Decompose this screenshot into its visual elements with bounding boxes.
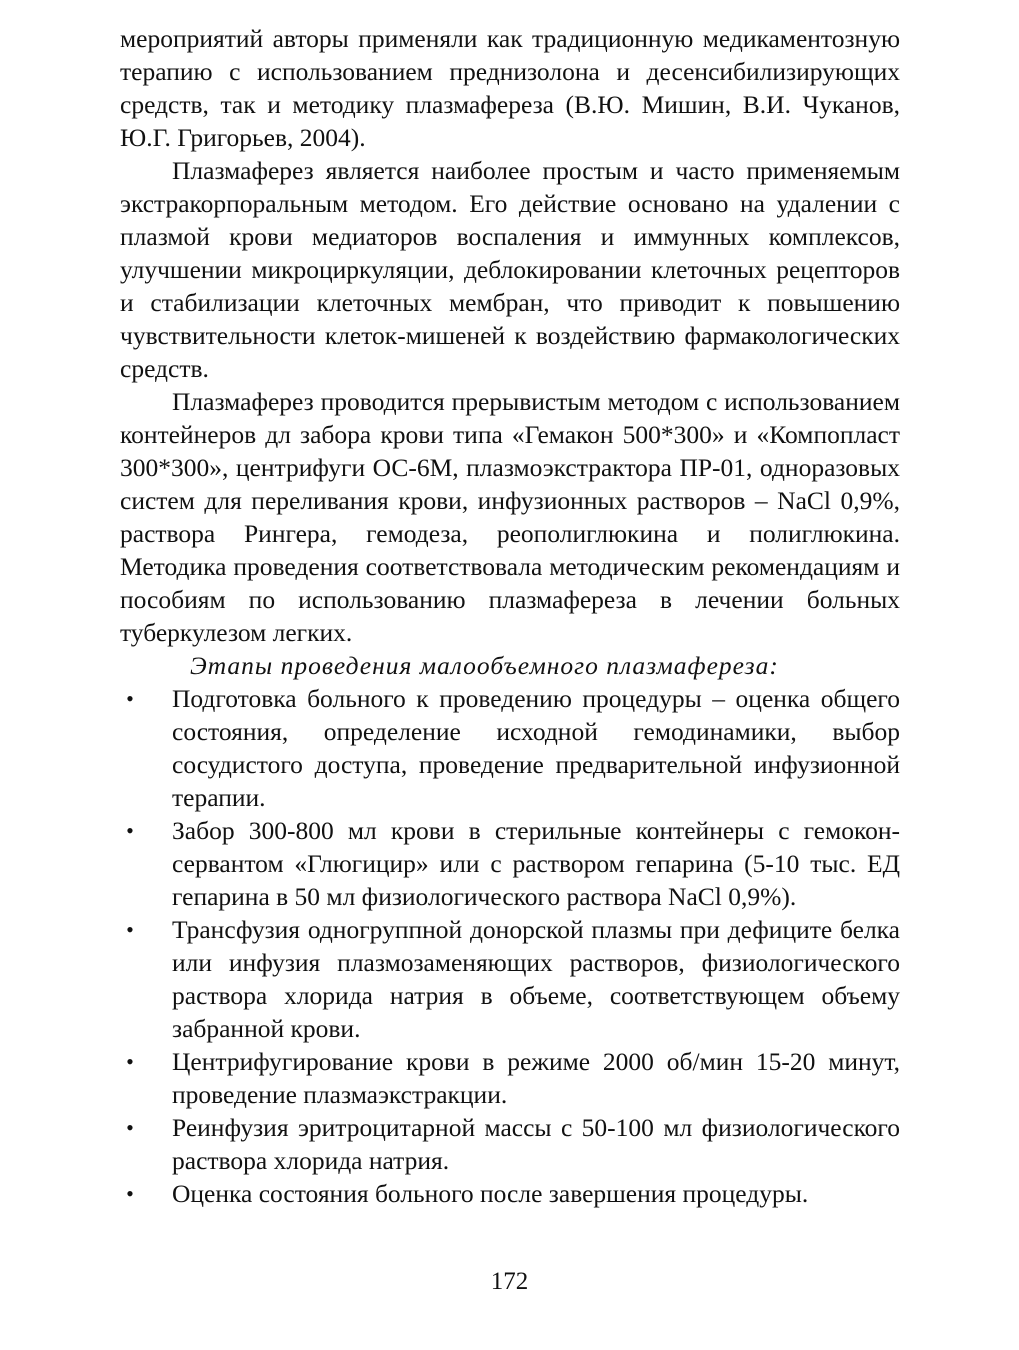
stage-text: Подготовка больного к проведению процедуры – оценка общего состояния, определение исходной гемодинамики, выбор сосудистого доступа, проведение предварительной инфузионной терапии. (172, 684, 900, 812)
paragraph-plasmapheresis-definition: Плазмаферез является наиболее простым и часто применяемым экстракорпоральным методом. Его действие основано на удалении с плазмой крови медиаторов воспаления и иммунных комплексов, улучшении микроциркуляции, деблокировании клеточных рецепторов и стабилизации клеточных мембран, что приводит к повышению чувствительности клеток-мишеней к воздействию фармакологических средств. (120, 156, 900, 383)
bullet-icon: • (126, 818, 134, 843)
list-item (120, 1177, 900, 1210)
list-item (120, 814, 900, 913)
list-item (120, 682, 900, 814)
page-number: 172 (490, 1268, 529, 1295)
stage-text: Трансфузия одногруппной донорской плазмы при дефиците белка или инфузия плазмозаменяющих растворов, физиологического раствора хлорида натрия в объеме, соответствующем объему забранной крови. (172, 915, 900, 1043)
bullet-icon: • (126, 1115, 134, 1140)
paragraph-plasmapheresis-method: Плазмаферез проводится прерывистым методом с использованием контейнеров дл забора крови типа «Гемакон 500*300» и «Компопласт 300*300», центрифуги ОС-6М, плазмоэкстрактора ПР-01, одноразовых систем для переливания крови, инфузионных растворов – NaCl 0,9%, раствора Рингера, гемодеза, реополиглюкина и полиглюкина. Методика проведения соответствовала методическим рекомендациям и пособиям по использованию плазмафереза в лечении больных туберкулезом легких. (120, 387, 900, 647)
stages-heading: Этапы проведения малообъемного плазмафереза: (190, 651, 779, 680)
paragraph-continuation: мероприятий авторы применяли как традиционную медикаментозную терапию с использованием преднизолона и десенсибилизирующих средств, так и методику плазмафереза (В.Ю. Мишин, В.И. Чуканов, Ю.Г. Григорьев, 2004). (120, 24, 900, 152)
stage-text: Реинфузия эритроцитарной массы с 50-100 мл физиологического раствора хлорида натрия. (172, 1113, 900, 1175)
list-item (120, 913, 900, 1045)
stages-list (120, 682, 900, 1210)
bullet-icon: • (126, 1181, 134, 1206)
list-item (120, 1111, 900, 1177)
list-item (120, 1045, 900, 1111)
stage-text: Центрифугирование крови в режиме 2000 об/мин 15-20 минут, проведение плазмаэкстракции. (172, 1047, 900, 1109)
stage-text: Забор 300-800 мл крови в стерильные контейнеры с гемоконсервантом «Глюгицир» или с раствором гепарина (5-10 тыс. ЕД гепарина в 50 мл физиологического раствора NaCl 0,9%). (172, 816, 900, 911)
bullet-icon: • (126, 686, 134, 711)
stage-text: Оценка состояния больного после завершения процедуры. (172, 1179, 809, 1208)
page-body (120, 22, 900, 1210)
bullet-icon: • (126, 917, 134, 942)
bullet-icon: • (126, 1049, 134, 1074)
